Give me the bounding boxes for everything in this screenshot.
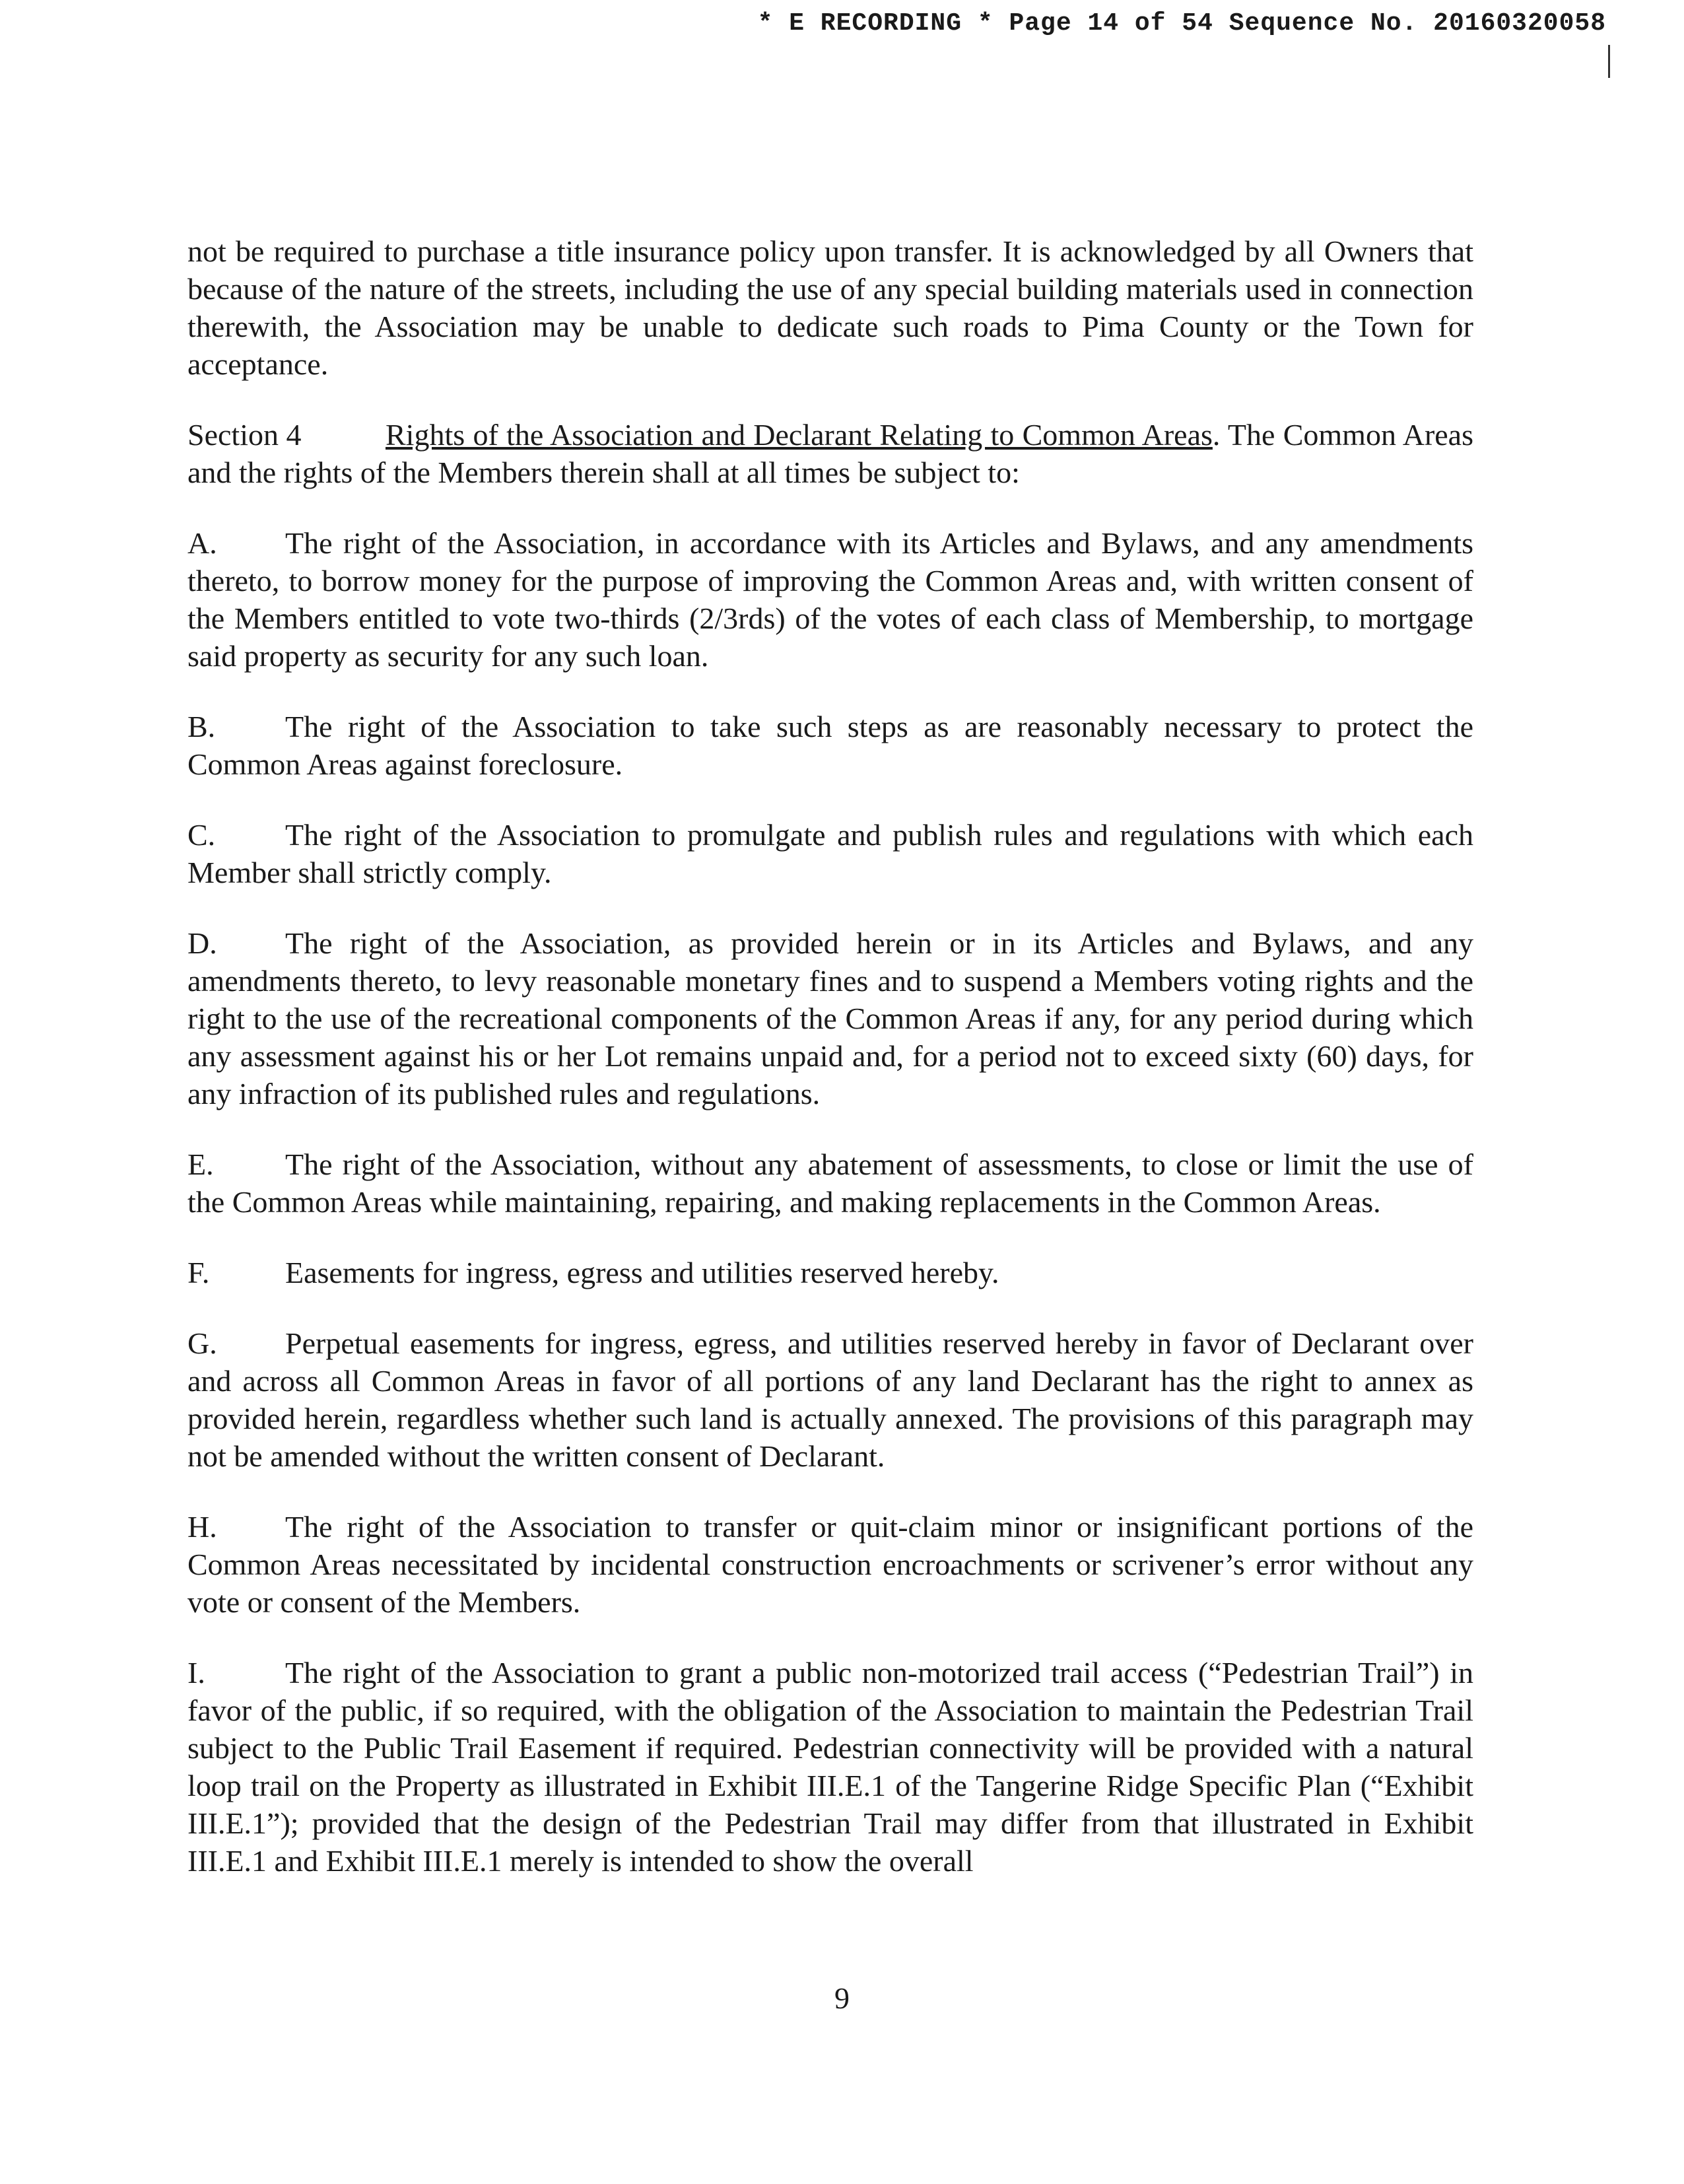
section-label: Section 4 (187, 418, 302, 452)
list-item-d (187, 924, 1473, 1112)
item-label: F. (187, 1256, 210, 1289)
list-item-i (187, 1654, 1473, 1880)
item-label: G. (187, 1326, 217, 1360)
item-label: I. (187, 1656, 205, 1689)
scan-edge-mark (1608, 45, 1610, 78)
list-item-b (187, 708, 1473, 783)
list-item-c (187, 816, 1473, 891)
recording-header: * E RECORDING * Page 14 of 54 Sequence No. 20160320058 (757, 9, 1606, 38)
item-label: B. (187, 710, 216, 743)
list-item-e (187, 1145, 1473, 1221)
item-label: A. (187, 526, 217, 560)
page-number: 9 (834, 1981, 850, 2015)
item-text: The right of the Association to transfer or quit-claim minor or insignificant portions of the Common Areas necessitated by incidental construction encroachments or scrivener’s error without any vote or consent of the Members. (187, 1510, 1473, 1619)
section-title: Rights of the Association and Declarant Relating to Common Areas (386, 418, 1213, 452)
document-body (187, 232, 1473, 1913)
item-text: The right of the Association to take such steps as are reasonably necessary to protect the Common Areas against foreclosure. (187, 710, 1473, 781)
intro-paragraph: not be required to purchase a title insurance policy upon transfer. It is acknowledged by all Owners that because of the nature of the streets, including the use of any special building materials used in connection therewith, the Association may be unable to dedicate such roads to Pima County or the Town for acceptance. (187, 234, 1473, 381)
item-label: E. (187, 1147, 214, 1181)
item-text: The right of the Association, in accordance with its Articles and Bylaws, and any amendments thereto, to borrow money for the purpose of improving the Common Areas and, with written consent of the Members entitled to vote two-thirds (2/3rds) of the votes of each class of Membership, to mortgage said property as security for any such loan. (187, 526, 1473, 673)
item-text: The right of the Association to promulgate and publish rules and regulations with which each Member shall strictly comply. (187, 818, 1473, 889)
item-text: Perpetual easements for ingress, egress, and utilities reserved hereby in favor of Declarant over and across all Common Areas in favor of all portions of any land Declarant has the right to annex as provided herein, regardless whether such land is actually annexed. The provisions of this paragraph may not be amended without the written consent of Declarant. (187, 1326, 1473, 1473)
item-text: The right of the Association to grant a public non-motorized trail access (“Pedestrian Trail”) in favor of the public, if so required, with the obligation of the Association to maintain the Pedestrian Trail subject to the Public Trail Easement if required. Pedestrian connectivity will be provided with a natural loop trail on the Property as illustrated in Exhibit III.E.1 of the Tangerine Ridge Specific Plan (“Exhibit III.E.1”); provided that the design of the Pedestrian Trail may differ from that illustrated in Exhibit III.E.1 and Exhibit III.E.1 merely is intended to show the overall (187, 1656, 1473, 1878)
list-item-g (187, 1324, 1473, 1475)
section-4-paragraph (187, 416, 1473, 491)
item-text: The right of the Association, without any abatement of assessments, to close or limit the use of the Common Areas while maintaining, repairing, and making replacements in the Common Areas. (187, 1147, 1473, 1219)
item-text: The right of the Association, as provided herein or in its Articles and Bylaws, and any amendments thereto, to levy reasonable monetary fines and to suspend a Members voting rights and the right to the use of the recreational components of the Common Areas if any, for any period during which any assessment against his or her Lot remains unpaid and, for a period not to exceed sixty (60) days, for any infraction of its published rules and regulations. (187, 926, 1473, 1110)
section-text: . The Common Areas and the rights of the Members therein shall at all times be subject to: (187, 418, 1473, 489)
item-text: Easements for ingress, egress and utilities reserved hereby. (285, 1256, 999, 1289)
list-item-h (187, 1508, 1473, 1621)
item-label: D. (187, 926, 217, 960)
list-item-f (187, 1254, 1473, 1291)
item-label: C. (187, 818, 216, 852)
item-label: H. (187, 1510, 217, 1544)
list-item-a (187, 524, 1473, 675)
